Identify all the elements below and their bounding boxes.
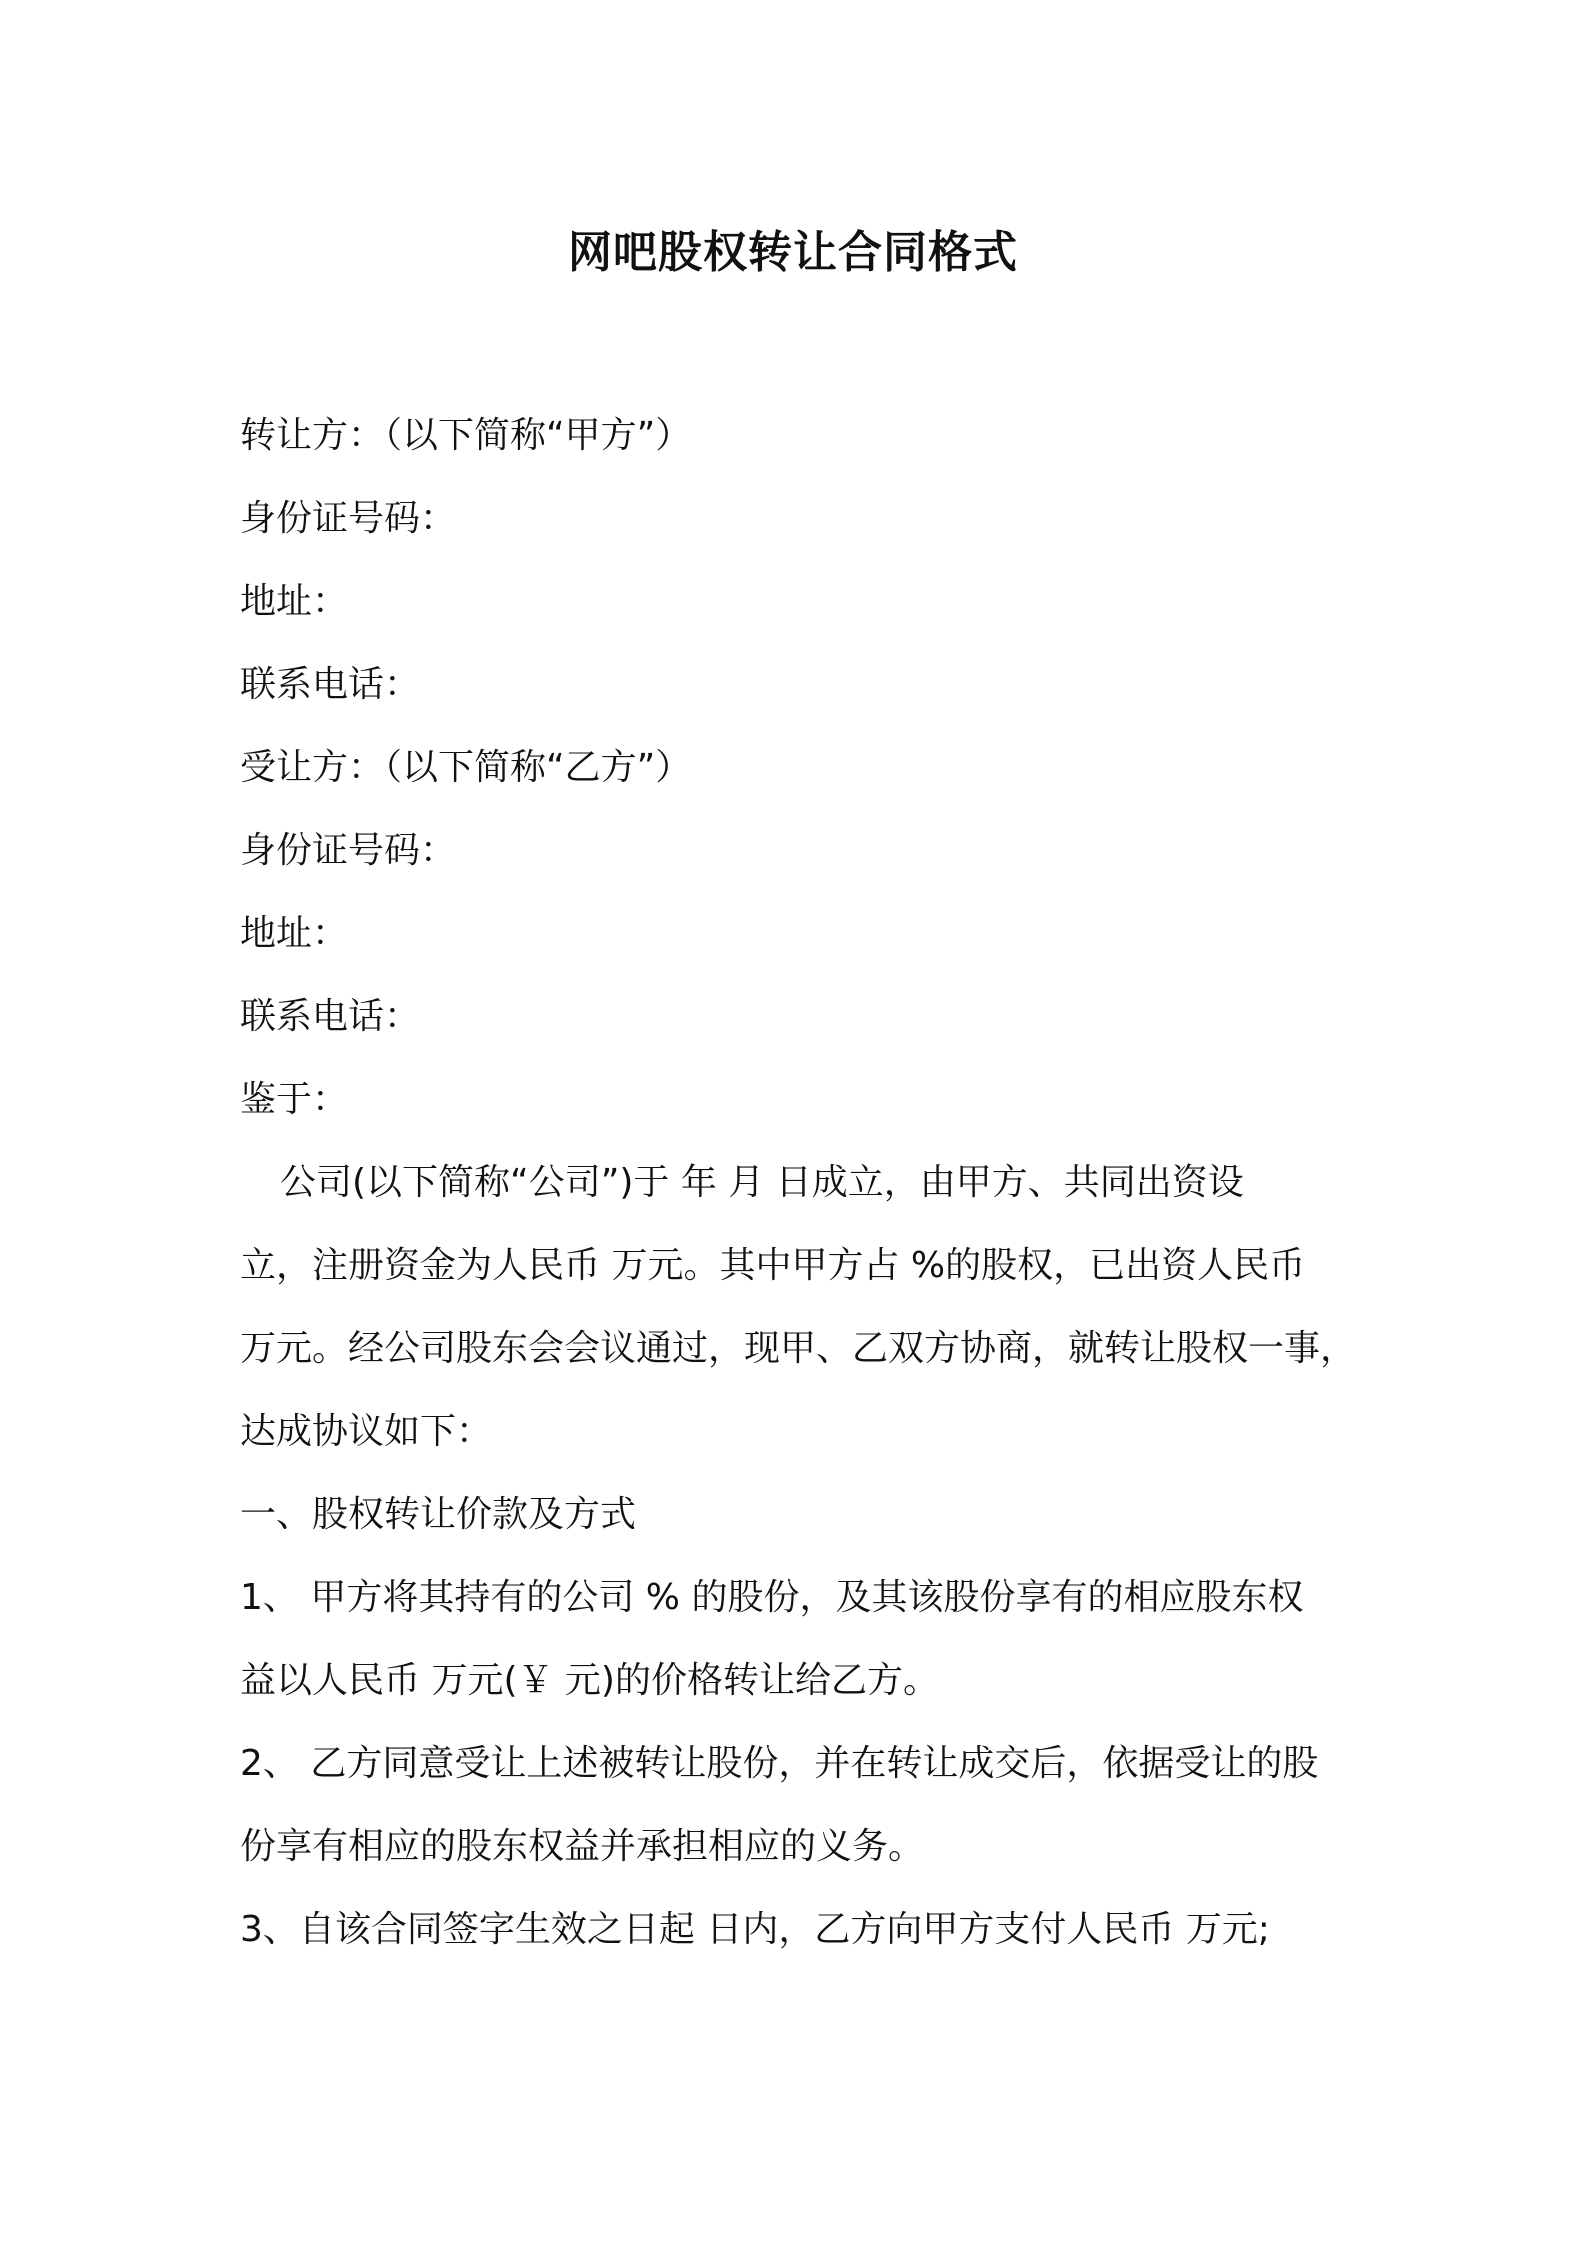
document-title: 网吧股权转让合同格式 (568, 227, 1018, 278)
clause-line: 2、 乙方同意受让上述被转让股份，并在转让成交后，依据受让的股 (240, 1743, 1319, 1784)
transferor-phone-label: 联系电话： (240, 664, 421, 705)
recital-line: 立，注册资金为人民币 万元。其中甲方占 %的股权，已出资人民币 (240, 1245, 1306, 1286)
clause-line: 1、 甲方将其持有的公司 % 的股份，及其该股份享有的相应股东权 (240, 1577, 1304, 1618)
section-heading: 一、股权转让价款及方式 (240, 1494, 637, 1535)
recital-line: 万元。经公司股东会会议通过，现甲、乙双方协商，就转让股权一事， (240, 1328, 1357, 1369)
transferee-line: 受让方：（以下简称“乙方”） (240, 747, 692, 788)
recital-line: 达成协议如下： (240, 1411, 493, 1452)
clause-line: 份享有相应的股东权益并承担相应的义务。 (240, 1826, 925, 1867)
recital-line: 公司(以下简称“公司”)于 年 月 日成立，由甲方、共同出资设 (280, 1162, 1244, 1203)
transferee-address-label: 地址： (240, 913, 349, 954)
clause-line: 3、自该合同签字生效之日起 日内，乙方向甲方支付人民币 万元; (240, 1909, 1270, 1950)
clause-line: 益以人民币 万元(￥ 元)的价格转让给乙方。 (240, 1660, 939, 1701)
transferor-line: 转让方：（以下简称“甲方”） (240, 415, 692, 456)
transferor-id-label: 身份证号码： (240, 498, 457, 539)
whereas-label: 鉴于： (240, 1079, 349, 1120)
transferor-address-label: 地址： (240, 581, 349, 622)
transferee-phone-label: 联系电话： (240, 996, 421, 1037)
transferee-id-label: 身份证号码： (240, 830, 457, 871)
